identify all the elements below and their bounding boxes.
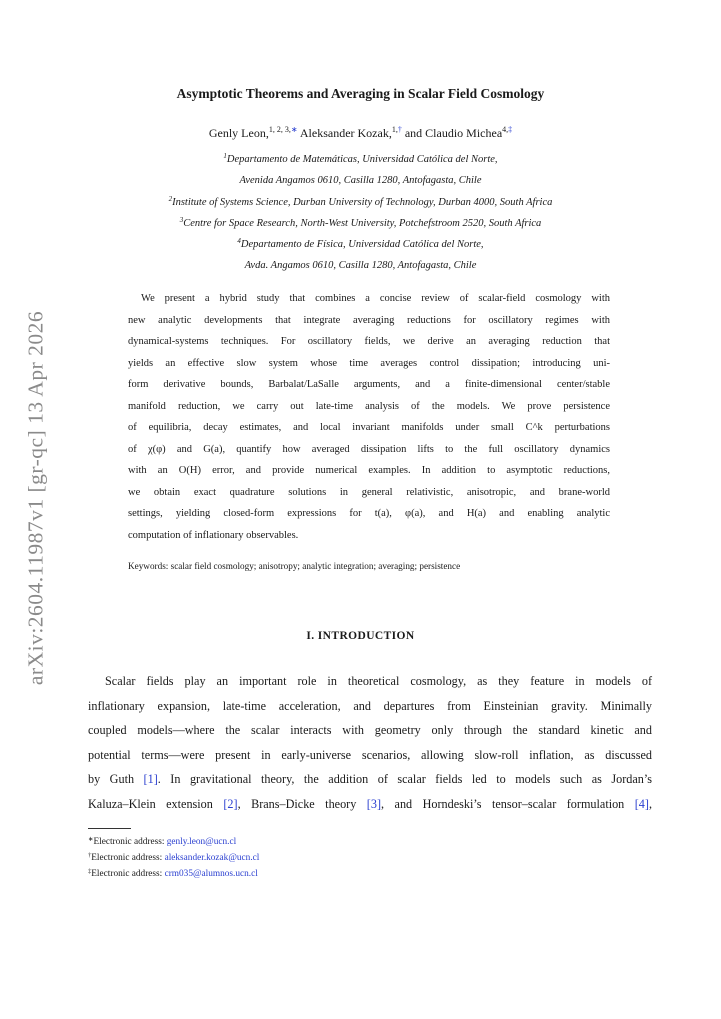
author-footnote-link[interactable]: ∗ xyxy=(290,125,298,134)
affiliation-line xyxy=(0,258,721,279)
affiliation-line xyxy=(0,152,721,173)
body-line: potential terms—were present in early-universe scenarios, allowing slow-roll inflation, as discussed xyxy=(88,747,652,762)
introduction-text xyxy=(88,672,652,819)
citation-link[interactable]: [4] xyxy=(634,796,649,811)
abstract-line: dynamical-systems techniques. For oscillatory fields, we derive an averaging reduction that xyxy=(128,336,610,347)
affiliation-line xyxy=(0,216,721,237)
affiliation-text: Departamento de Matemáticas, Universidad Católica del Norte, xyxy=(226,154,498,165)
email-link[interactable]: genly.leon@ucn.cl xyxy=(166,837,237,847)
body-line: coupled models—where the scalar interacts with geometry only through the standard kinetic and xyxy=(88,723,652,737)
body-text-span: , Brans–Dicke theory xyxy=(237,796,367,811)
body-text-span: Kaluza–Klein extension xyxy=(88,796,224,811)
abstract-line: of χ(φ) and G(a), quantify how averaged dissipation lifts to the full oscillatory dynamics xyxy=(128,443,610,455)
abstract-line: yields an effective slow system whose time averages control dissipation; introducing uni- xyxy=(128,357,610,369)
author-conjunction: and xyxy=(404,126,423,140)
affiliation-text: Departamento de Física, Universidad Católica del Norte, xyxy=(240,239,484,251)
abstract-line: manifold reduction, we carry out late-time analysis of the models. We prove persistence xyxy=(128,400,610,412)
author-name: Aleksander Kozak, xyxy=(299,126,392,140)
affiliation-text: Institute of Systems Science, Durban University of Technology, Durban 4000, South Africa xyxy=(172,196,553,208)
author-affil-sup: 1, xyxy=(391,125,398,134)
affiliation-number: 3 xyxy=(179,215,184,224)
abstract-line: of equilibria, decay estimates, and local invariant manifolds under small C^k perturbations xyxy=(128,422,610,433)
body-text-span: , and Horndeski’s tensor–scalar formulation xyxy=(381,796,635,811)
author-footnote-link[interactable]: ‡ xyxy=(508,125,513,134)
affiliation-line xyxy=(0,237,721,258)
abstract xyxy=(128,291,610,549)
abstract-line: form derivative bounds, Barbalat/LaSalle arguments, and a finite-dimensional center/stable xyxy=(128,379,610,390)
abstract-line: We present a hybrid study that combines a concise review of scalar-field cosmology with xyxy=(141,293,610,304)
author-list xyxy=(0,126,721,141)
footnote-rule xyxy=(88,828,131,829)
body-line xyxy=(88,770,652,795)
citation-link[interactable]: [3] xyxy=(366,796,382,811)
footnote xyxy=(88,835,259,851)
abstract-line: settings, yielding closed-form expressions for t(a), φ(a), and H(a) and enabling analytic xyxy=(128,508,610,519)
keywords: Keywords: scalar field cosmology; anisotropy; analytic integration; averaging; persistence xyxy=(128,561,461,571)
body-line: Scalar fields play an important role in theoretical cosmology, as they feature in models of xyxy=(105,674,652,688)
affiliation-number: 1 xyxy=(223,152,227,160)
affiliation-number: 2 xyxy=(168,194,173,203)
abstract-line: we obtain exact quadrature solutions in general relativistic, anisotropic, and brane-world xyxy=(128,486,610,498)
affiliation-text: Centre for Space Research, North-West University, Potchefstroom 2520, South Africa xyxy=(183,217,542,229)
author-name: Claudio Michea xyxy=(425,126,503,140)
affiliation-line xyxy=(0,195,721,216)
citation-link[interactable]: [2] xyxy=(223,796,238,811)
abstract-line: with an O(H) error, and provide numerical examples. In addition to asymptotic reductions, xyxy=(128,465,610,476)
paper-title: Asymptotic Theorems and Averaging in Scalar Field Cosmology xyxy=(176,86,545,101)
footnote-label: Electronic address: xyxy=(91,869,165,879)
email-link[interactable]: aleksander.kozak@ucn.cl xyxy=(164,853,260,863)
abstract-line: computation of inflationary observables. xyxy=(128,529,299,541)
footnote-mark: ‡ xyxy=(88,868,92,875)
body-text-span: by Guth xyxy=(88,772,144,786)
arxiv-id: arXiv:2604.11987v1 [gr-qc] 13 Apr 2026 xyxy=(23,310,48,686)
footnote-label: Electronic address: xyxy=(91,853,165,863)
citation-link[interactable]: [1] xyxy=(143,772,158,786)
author-name: Genly Leon, xyxy=(208,126,269,140)
body-text-span: . In gravitational theory, the addition of scalar fields led to models such as Jordan’s xyxy=(157,772,652,786)
footnote xyxy=(88,867,259,883)
affiliation-text: Avda. Angamos 0610, Casilla 1280, Antofagasta, Chile xyxy=(244,260,477,272)
body-line xyxy=(88,795,652,820)
affiliation-line xyxy=(0,173,721,194)
footnote-label: Electronic address: xyxy=(93,837,167,847)
footnotes xyxy=(88,835,259,883)
affiliation-list xyxy=(0,152,721,280)
footnote-mark: † xyxy=(88,852,92,859)
footnote xyxy=(88,851,259,867)
author-affil-sup: 4, xyxy=(502,125,509,134)
email-link[interactable]: crm035@alumnos.ucn.cl xyxy=(164,869,258,879)
abstract-line: new analytic developments that integrate averaging reductions for oscillatory regimes with xyxy=(128,314,610,326)
affiliation-text: Avenida Angamos 0610, Casilla 1280, Antofagasta, Chile xyxy=(239,175,482,187)
author-affil-sup: 1, 2, 3, xyxy=(268,125,291,134)
author-footnote-link[interactable]: † xyxy=(397,125,402,134)
affiliation-number: 4 xyxy=(237,237,241,246)
section-heading: I. INTRODUCTION xyxy=(306,630,415,642)
footnote-mark: ∗ xyxy=(88,836,94,843)
body-text-span: , xyxy=(648,796,653,811)
body-line: inflationary expansion, late-time acceleration, and departures from Einsteinian gravity. Minimally xyxy=(88,698,652,713)
